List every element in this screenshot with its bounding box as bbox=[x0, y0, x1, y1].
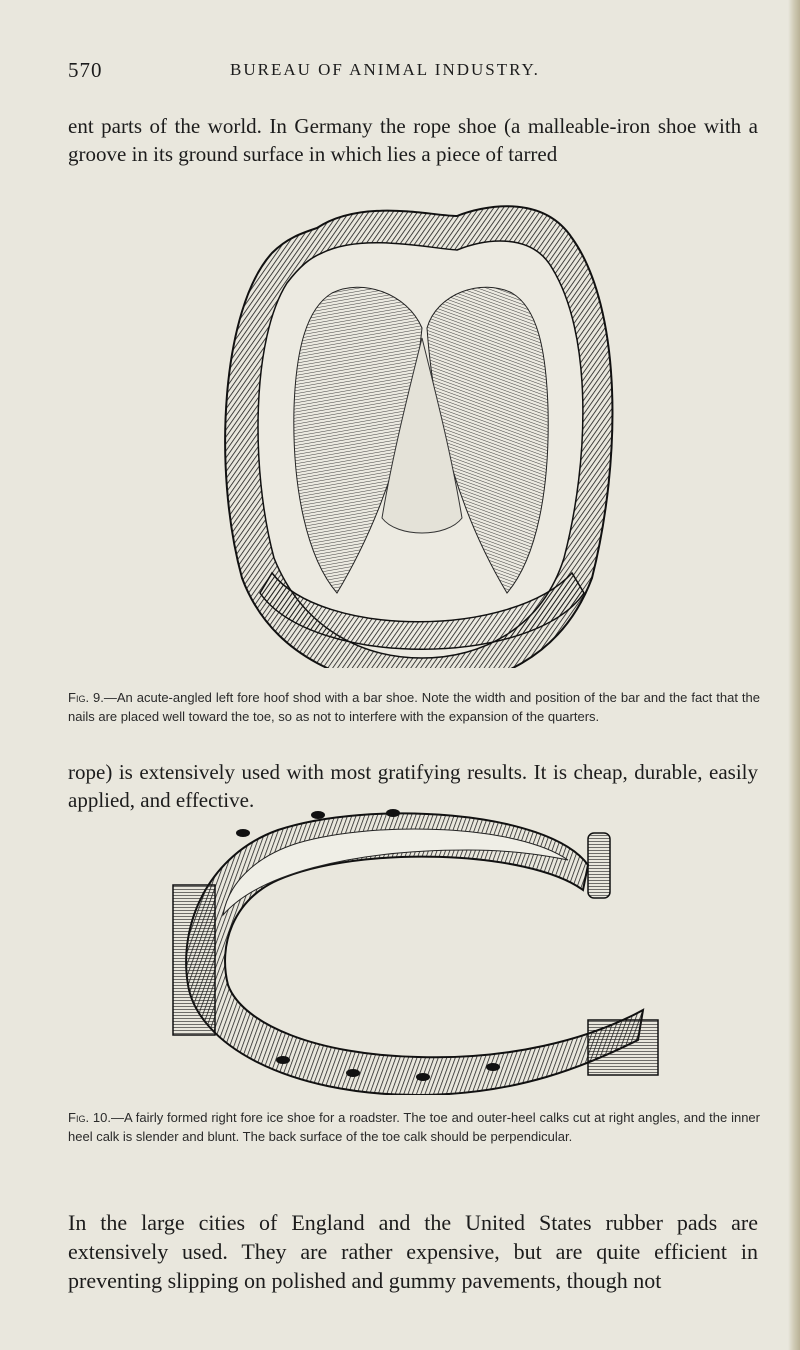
ice-shoe-body bbox=[186, 813, 643, 1095]
figure-10-caption-text: —A fairly formed right fore ice shoe for a roadster. The toe and outer-heel calks cut at right angles, and the inner heel calk is slender and blunt. The back surface of the toe calk should be perpendicular. bbox=[68, 1110, 760, 1144]
figure-9-illustration bbox=[212, 198, 632, 668]
figure-10-illustration bbox=[168, 805, 668, 1095]
paragraph-3: In the large cities of England and the United States rubber pads are extensively used. They are rather expensive, but are quite efficient in preventing slipping on polished and gummy pavements, though not bbox=[68, 1210, 758, 1293]
outer-heel-calk bbox=[588, 1020, 658, 1075]
figure-9-label: Fig. 9. bbox=[68, 690, 104, 705]
inner-heel-calk bbox=[588, 833, 610, 898]
toe-calk bbox=[173, 885, 215, 1035]
figure-9-caption bbox=[68, 688, 760, 726]
running-title: BUREAU OF ANIMAL INDUSTRY. bbox=[230, 60, 540, 79]
page-number: 570 bbox=[68, 58, 103, 82]
figure-10-caption bbox=[68, 1108, 760, 1146]
figure-9-caption-text: —An acute-angled left fore hoof shod with a bar shoe. Note the width and position of the bar and the fact that the nails are placed well toward the toe, so as not to interfere with the expansion of the quarters. bbox=[68, 690, 760, 724]
paragraph-1: ent parts of the world. In Germany the rope shoe (a malleable-iron shoe with a groove in its ground surface in which lies a piece of tarred bbox=[68, 114, 758, 166]
paragraph-2: rope) is extensively used with most gratifying results. It is cheap, durable, easily applied, and effective. bbox=[68, 760, 758, 812]
page-edge bbox=[788, 0, 800, 1350]
running-head bbox=[68, 58, 728, 88]
figure-10-label: Fig. 10. bbox=[68, 1110, 111, 1125]
